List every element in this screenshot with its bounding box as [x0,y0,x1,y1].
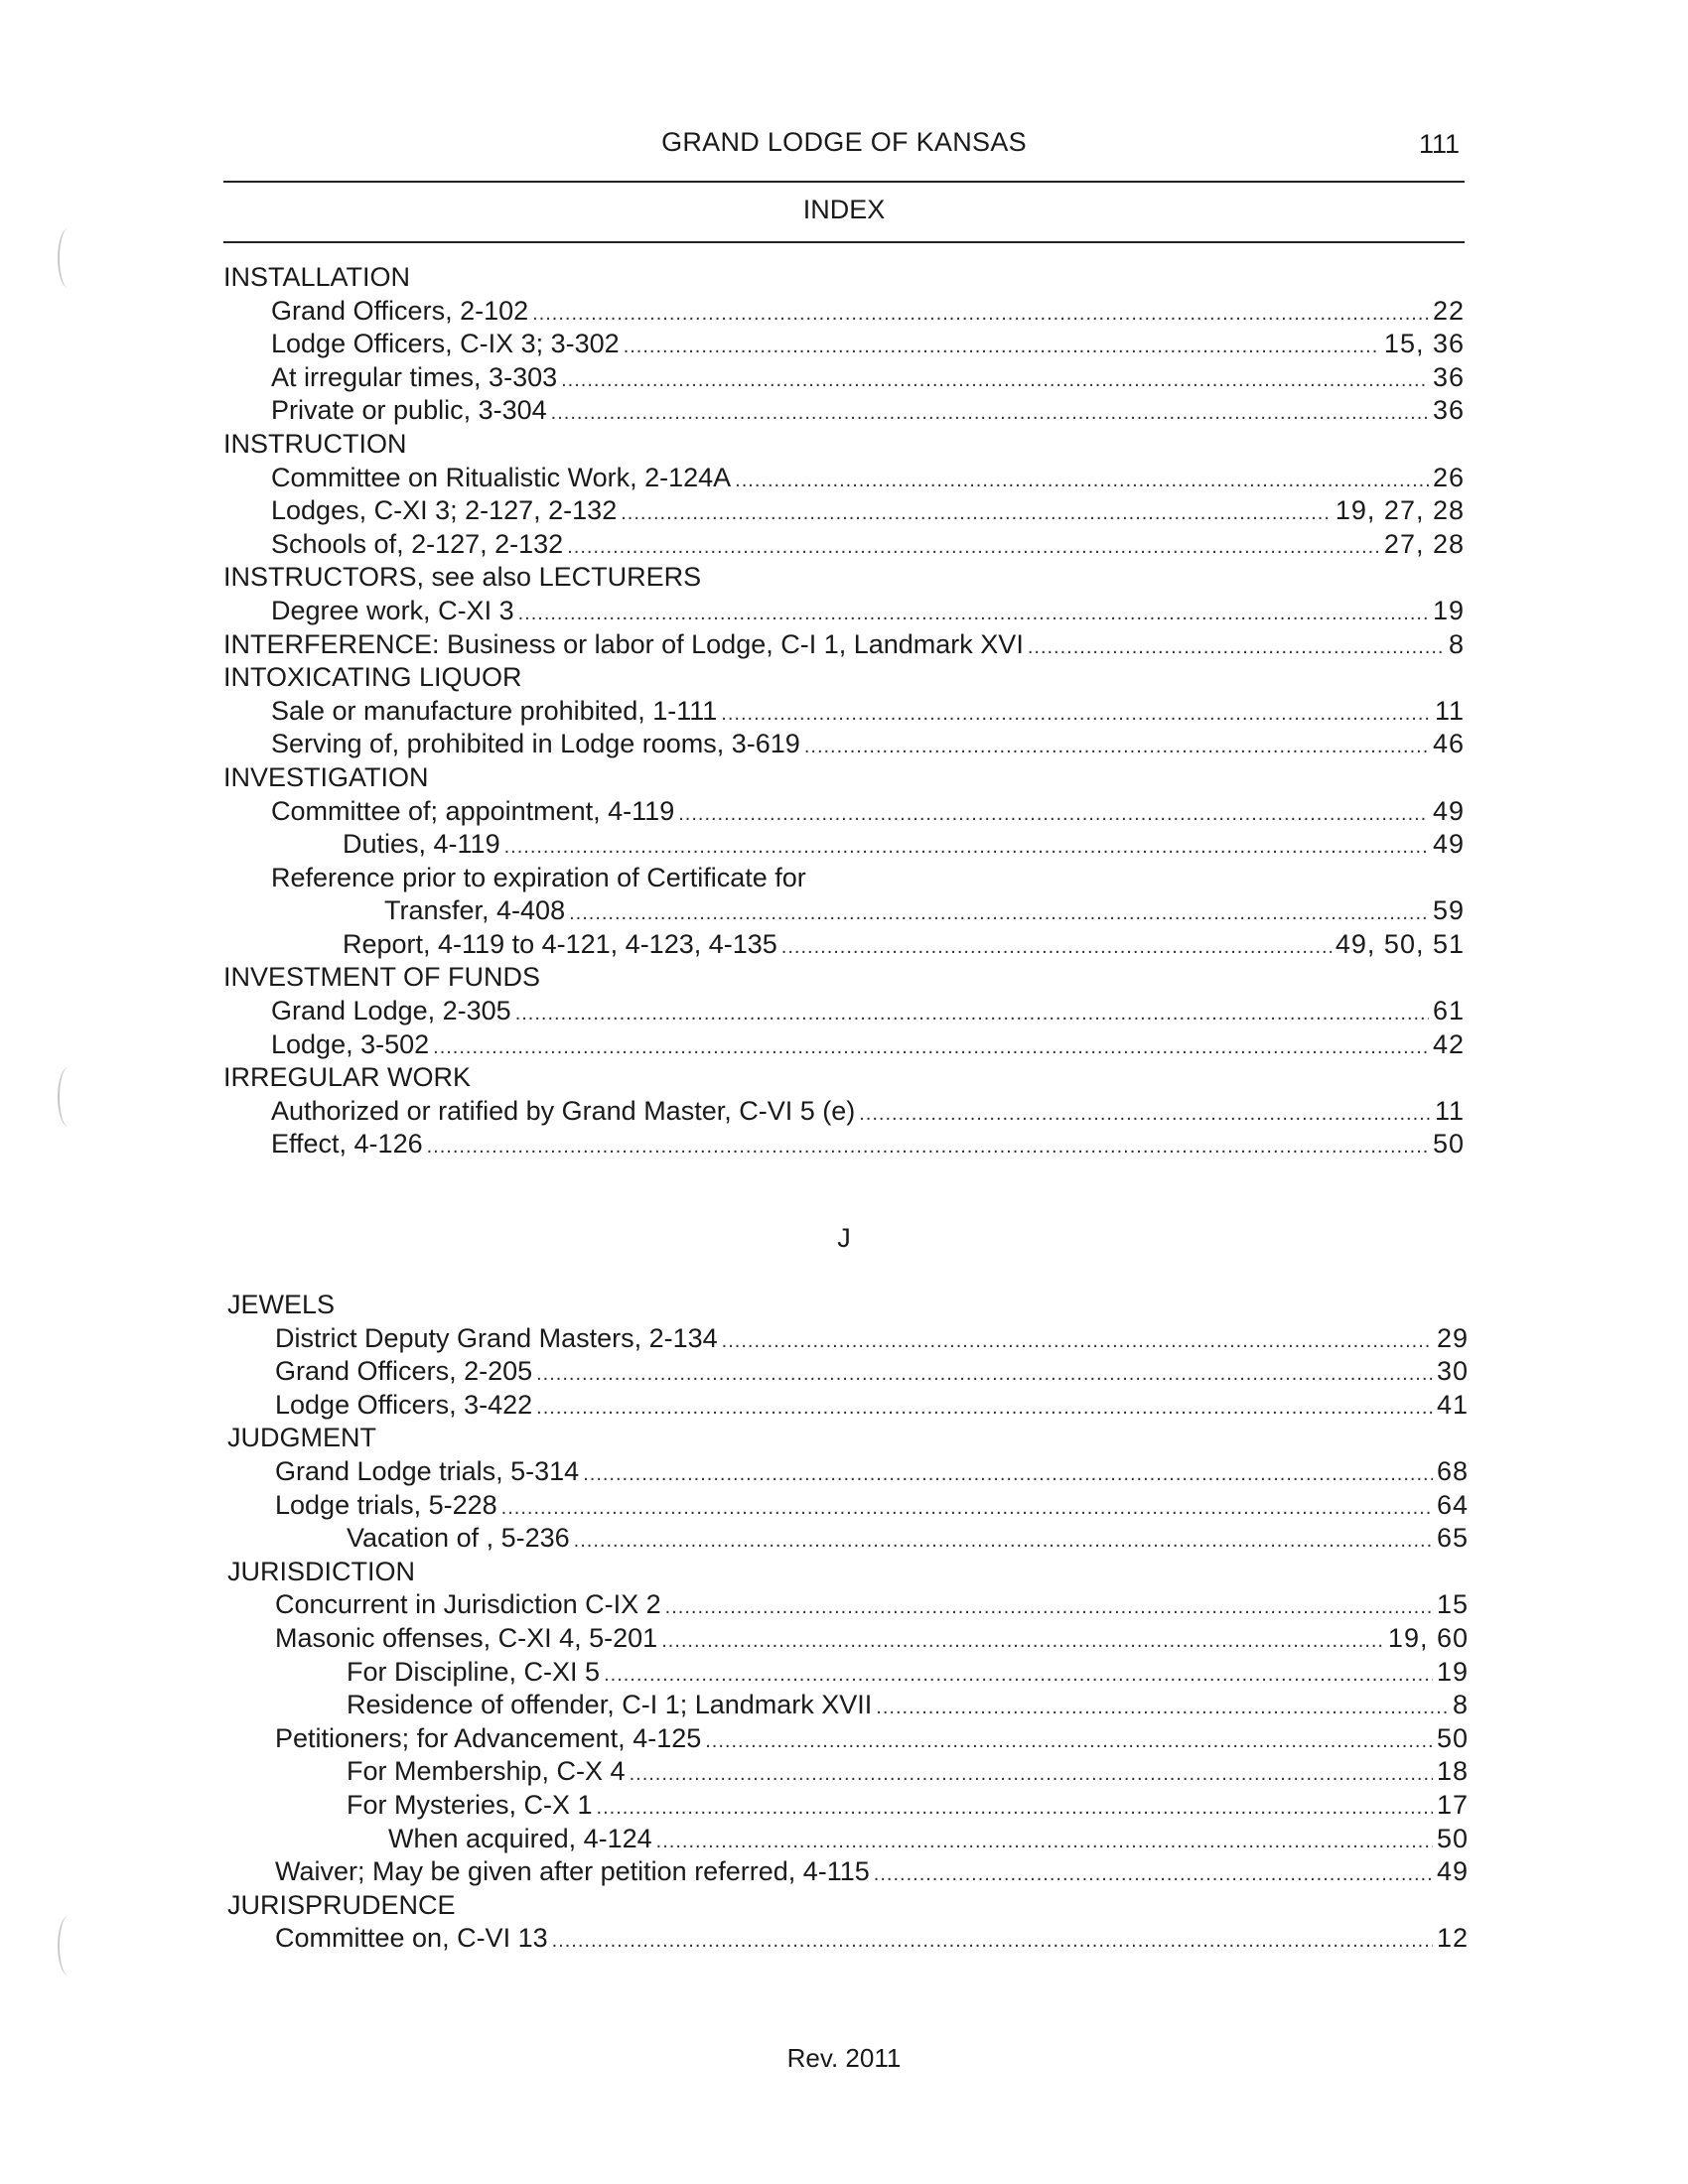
entry-page-ref: 19, 27, 28 [1335,495,1465,526]
index-entry [223,894,1465,928]
index-heading: JURISPRUDENCE [227,1889,456,1920]
dot-leader [532,298,1429,332]
index-section-i [223,261,1465,1161]
dot-leader [518,598,1429,631]
entry-text: Lodge Officers, C-IX 3; 3-302 [271,329,620,359]
index-heading: INSTALLATION [223,262,411,292]
punch-hole-mark [58,228,79,288]
index-entry [223,795,1465,829]
entry-text: For Membership, C-X 4 [347,1756,626,1787]
entry-text: Effect, 4-126 [271,1129,423,1160]
dot-leader [427,1131,1429,1164]
dot-leader [735,465,1429,498]
entry-page-ref: 8 [1452,1690,1469,1720]
index-heading: INTOXICATING LIQUOR [223,662,522,693]
entry-text: Grand Lodge trials, 5-314 [275,1455,580,1486]
dot-leader [722,1325,1433,1359]
index-entry [223,695,1465,729]
entry-text: INTERFERENCE: Business or labor of Lodge, C-I 1, Landmark XVI [223,628,1024,659]
entry-page-ref: 18 [1436,1756,1469,1787]
index-heading: JUDGMENT [227,1423,376,1453]
entry-text: Residence of offender, C-I 1; Landmark XVII [347,1690,873,1720]
entry-page-ref: 19 [1436,1656,1469,1687]
entry-text: District Deputy Grand Masters, 2-134 [275,1322,718,1353]
dot-leader [604,1659,1433,1693]
entry-page-ref: 30 [1436,1356,1469,1387]
dot-leader [504,831,1429,865]
dot-leader [552,1925,1433,1959]
dot-leader [597,1792,1433,1826]
index-entry [223,1095,1465,1129]
index-heading: INVESTIGATION [223,761,429,792]
entry-text: Lodge Officers, 3-422 [275,1389,533,1420]
index-section-j [227,1289,1469,1956]
entry-text: At irregular times, 3-303 [271,361,558,392]
dot-leader [433,1031,1429,1065]
entry-page-ref: 59 [1432,895,1465,926]
index-entry [223,528,1465,562]
dot-leader [656,1826,1433,1859]
entry-text: Report, 4-119 to 4-121, 4-123, 4-135 [343,928,777,959]
entry-page-ref: 50 [1432,1129,1465,1160]
entry-page-ref: 65 [1436,1523,1469,1554]
index-entry [223,995,1465,1028]
entry-page-ref: 49 [1432,795,1465,826]
index-entry [223,928,1465,962]
entry-page-ref: 36 [1432,361,1465,392]
entry-page-ref: 17 [1436,1789,1469,1820]
index-entry [223,328,1465,361]
entry-text: Waiver; May be given after petition referred, 4-115 [275,1856,870,1887]
entry-text: Concurrent in Jurisdiction C-IX 2 [275,1589,661,1620]
index-entry [227,1656,1469,1690]
entry-text: Committee on, C-VI 13 [275,1923,548,1954]
index-heading: INSTRUCTORS, see also LECTURERS [223,562,702,593]
dot-leader [574,1525,1433,1559]
index-entry [227,1755,1469,1789]
index-entry [223,361,1465,395]
entry-page-ref: 12 [1436,1923,1469,1954]
dot-leader [678,798,1429,832]
dot-leader [661,1625,1384,1659]
index-entry [227,1355,1469,1389]
index-entry [223,595,1465,628]
index-entry [227,1522,1469,1556]
dot-leader [859,1098,1431,1132]
index-entry [223,1028,1465,1062]
index-entry [227,1789,1469,1823]
index-heading: JURISDICTION [227,1556,415,1586]
entry-text: Lodges, C-XI 3; 2-127, 2-132 [271,495,618,526]
entry-text: Committee on Ritualistic Work, 2-124A [271,462,732,492]
punch-hole-mark [58,1067,79,1127]
entry-text: When acquired, 4-124 [388,1823,652,1853]
index-entry [227,1455,1469,1489]
index-entry [223,462,1465,495]
entry-page-ref: 50 [1436,1823,1469,1853]
index-entry [227,1489,1469,1523]
entry-text: Schools of, 2-127, 2-132 [271,528,564,559]
dot-leader [569,897,1429,931]
entry-page-ref: 15 [1436,1589,1469,1620]
entry-text: Lodge trials, 5-228 [275,1489,497,1520]
entry-page-ref: 46 [1432,729,1465,759]
entry-text: Grand Officers, 2-102 [271,295,529,326]
index-entry [227,1922,1469,1956]
entry-page-ref: 41 [1436,1389,1469,1420]
entry-page-ref: 36 [1432,395,1465,426]
index-entry [227,1722,1469,1756]
entry-page-ref: 68 [1436,1455,1469,1486]
dot-leader [551,397,1429,431]
entry-text: Masonic offenses, C-XI 4, 5-201 [275,1622,658,1653]
page-number: 111 [1418,129,1460,159]
dot-leader [583,1458,1433,1492]
entry-page-ref: 42 [1432,1028,1465,1059]
entry-page-ref: 49, 50, 51 [1335,928,1465,959]
index-heading: JEWELS [227,1290,336,1319]
dot-leader [705,1725,1433,1759]
entry-page-ref: 64 [1436,1489,1469,1520]
header-rule [223,241,1465,243]
index-entry [223,394,1465,428]
dot-leader [1028,631,1445,665]
entry-page-ref: 61 [1432,996,1465,1026]
index-entry [227,1823,1469,1856]
dot-leader [721,698,1431,732]
index-title: INDEX [802,195,886,224]
entry-page-ref: 26 [1432,462,1465,492]
dot-leader [515,998,1429,1031]
index-entry [223,494,1465,528]
entry-text: Grand Lodge, 2-305 [271,996,511,1026]
entry-text: Authorized or ratified by Grand Master, C-VI 5 (e) [271,1095,856,1126]
entry-text: For Mysteries, C-X 1 [347,1789,593,1820]
index-heading: Reference prior to expiration of Certificate for [271,862,806,892]
index-entry [227,1622,1469,1656]
entry-page-ref: 8 [1448,628,1465,659]
index-heading: INVESTMENT OF FUNDS [223,962,541,993]
dot-leader [804,731,1429,764]
index-entry [227,1588,1469,1622]
header-rule [223,181,1465,183]
index-heading: IRREGULAR WORK [223,1062,472,1093]
entry-page-ref: 15, 36 [1383,329,1465,359]
index-entry [223,828,1465,862]
dot-leader [561,364,1429,398]
dot-leader [874,1858,1433,1892]
entry-text: Private or public, 3-304 [271,395,547,426]
entry-text: Lodge, 3-502 [271,1028,430,1059]
dot-leader [567,531,1380,565]
punch-hole-mark [58,1916,79,1976]
index-entry [227,1322,1469,1356]
entry-page-ref: 11 [1434,695,1465,726]
letter-heading: J [837,1223,851,1253]
index-entry [227,1855,1469,1889]
entry-text: Committee of; appointment, 4-119 [271,795,675,826]
entry-text: Vacation of , 5-236 [347,1523,570,1554]
index-entry [227,1389,1469,1423]
dot-leader [501,1492,1433,1526]
dot-leader [624,331,1380,364]
entry-page-ref: 29 [1436,1322,1469,1353]
entry-text: Serving of, prohibited in Lodge rooms, 3-619 [271,729,800,759]
dot-leader [621,497,1332,531]
running-title: GRAND LODGE OF KANSAS [661,127,1027,157]
entry-page-ref: 19 [1432,595,1465,625]
index-entry [223,628,1465,662]
entry-text: Grand Officers, 2-205 [275,1356,533,1387]
dot-leader [665,1591,1433,1625]
index-entry [227,1689,1469,1722]
entry-page-ref: 22 [1432,295,1465,326]
index-entry [223,728,1465,761]
entry-page-ref: 27, 28 [1383,528,1465,559]
dot-leader [781,931,1332,965]
entry-page-ref: 49 [1436,1856,1469,1887]
entry-text: Degree work, C-XI 3 [271,595,514,625]
entry-text: Duties, 4-119 [343,829,500,860]
dot-leader [536,1358,1433,1392]
index-entry [223,1128,1465,1161]
entry-page-ref: 11 [1434,1095,1465,1126]
entry-text: Transfer, 4-408 [384,895,566,926]
dot-leader [630,1758,1433,1792]
index-entry [223,295,1465,329]
entry-text: For Discipline, C-XI 5 [347,1656,601,1687]
dot-leader [536,1392,1433,1426]
dot-leader [876,1692,1449,1725]
entry-text: Sale or manufacture prohibited, 1-111 [271,695,718,726]
index-heading: INSTRUCTION [223,428,407,459]
entry-page-ref: 19, 60 [1387,1622,1469,1653]
entry-page-ref: 50 [1436,1722,1469,1753]
entry-text: Petitioners; for Advancement, 4-125 [275,1722,702,1753]
revision-footer: Rev. 2011 [786,2043,902,2073]
entry-page-ref: 49 [1432,829,1465,860]
